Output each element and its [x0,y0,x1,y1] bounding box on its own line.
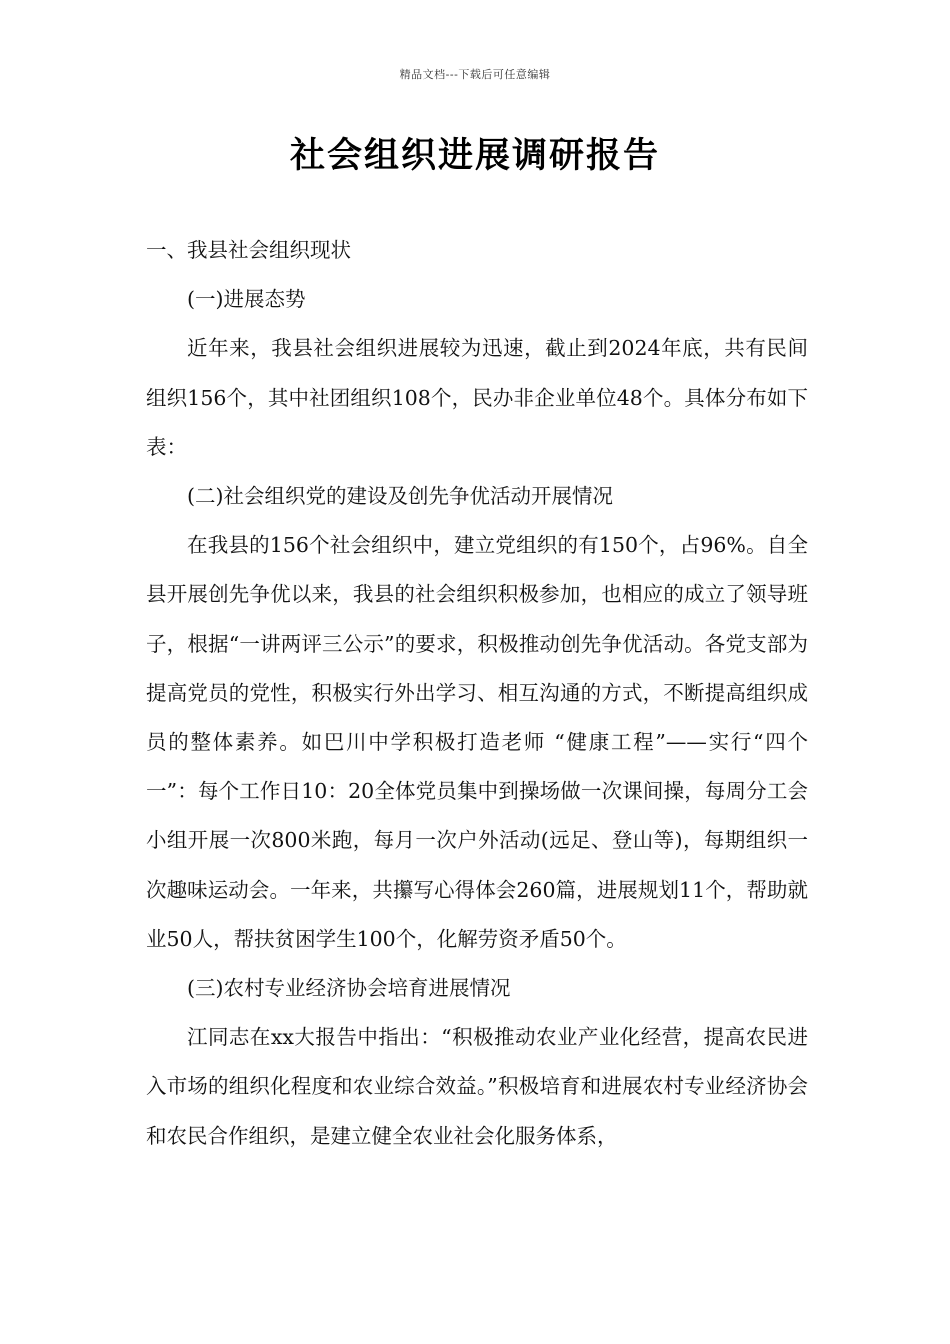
body-paragraph: 江同志在xx大报告中指出：“积极推动农业产业化经营，提高农民进入市场的组织化程度和农业综合效益。”积极培育和进展农村专业经济协会和农民合作组织，是建立健全农业社会化服务体系， [146,1025,808,1148]
document-body [146,226,808,1161]
page-header: 精品文档---下载后可任意编辑 [399,68,551,81]
body-paragraph: 在我县的156个社会组织中，建立党组织的有150个，占96%。自全县开展创先争优以来，我县的社会组织积极参加，也相应的成立了领导班子，根据“一讲两评三公示”的要求，积极推动创先争优活动。各党支部为提高党员的党性，积极实行外出学习、相互沟通的方式，不断提高组织成员的整体素养。如巴川中学积极打造老师 “健康工程”——实行“四个一”：每个工作日10：20全体党员集中到操场做一次课间操，每周分工会小组开展一次800米跑，每月一次户外活动(远足、登山等)，每期组织一次趣味运动会。一年来，共攥写心得体会260篇，进展规划11个，帮助就业50人，帮扶贫困学生100个，化解劳资矛盾50个。 [146,533,808,951]
document-title: 社会组织进展调研报告 [289,135,660,176]
body-paragraph: 近年来，我县社会组织进展较为迅速，截止到2024年底，共有民间组织156个，其中社团组织108个，民办非企业单位48个。具体分布如下表： [146,336,808,459]
subsection-heading: (二)社会组织党的建设及创先争优活动开展情况 [187,484,613,509]
subsection-heading: (三)农村专业经济协会培育进展情况 [187,976,511,1001]
subsection-heading: (一)进展态势 [187,287,306,312]
section-heading: 一、我县社会组织现状 [146,238,351,262]
